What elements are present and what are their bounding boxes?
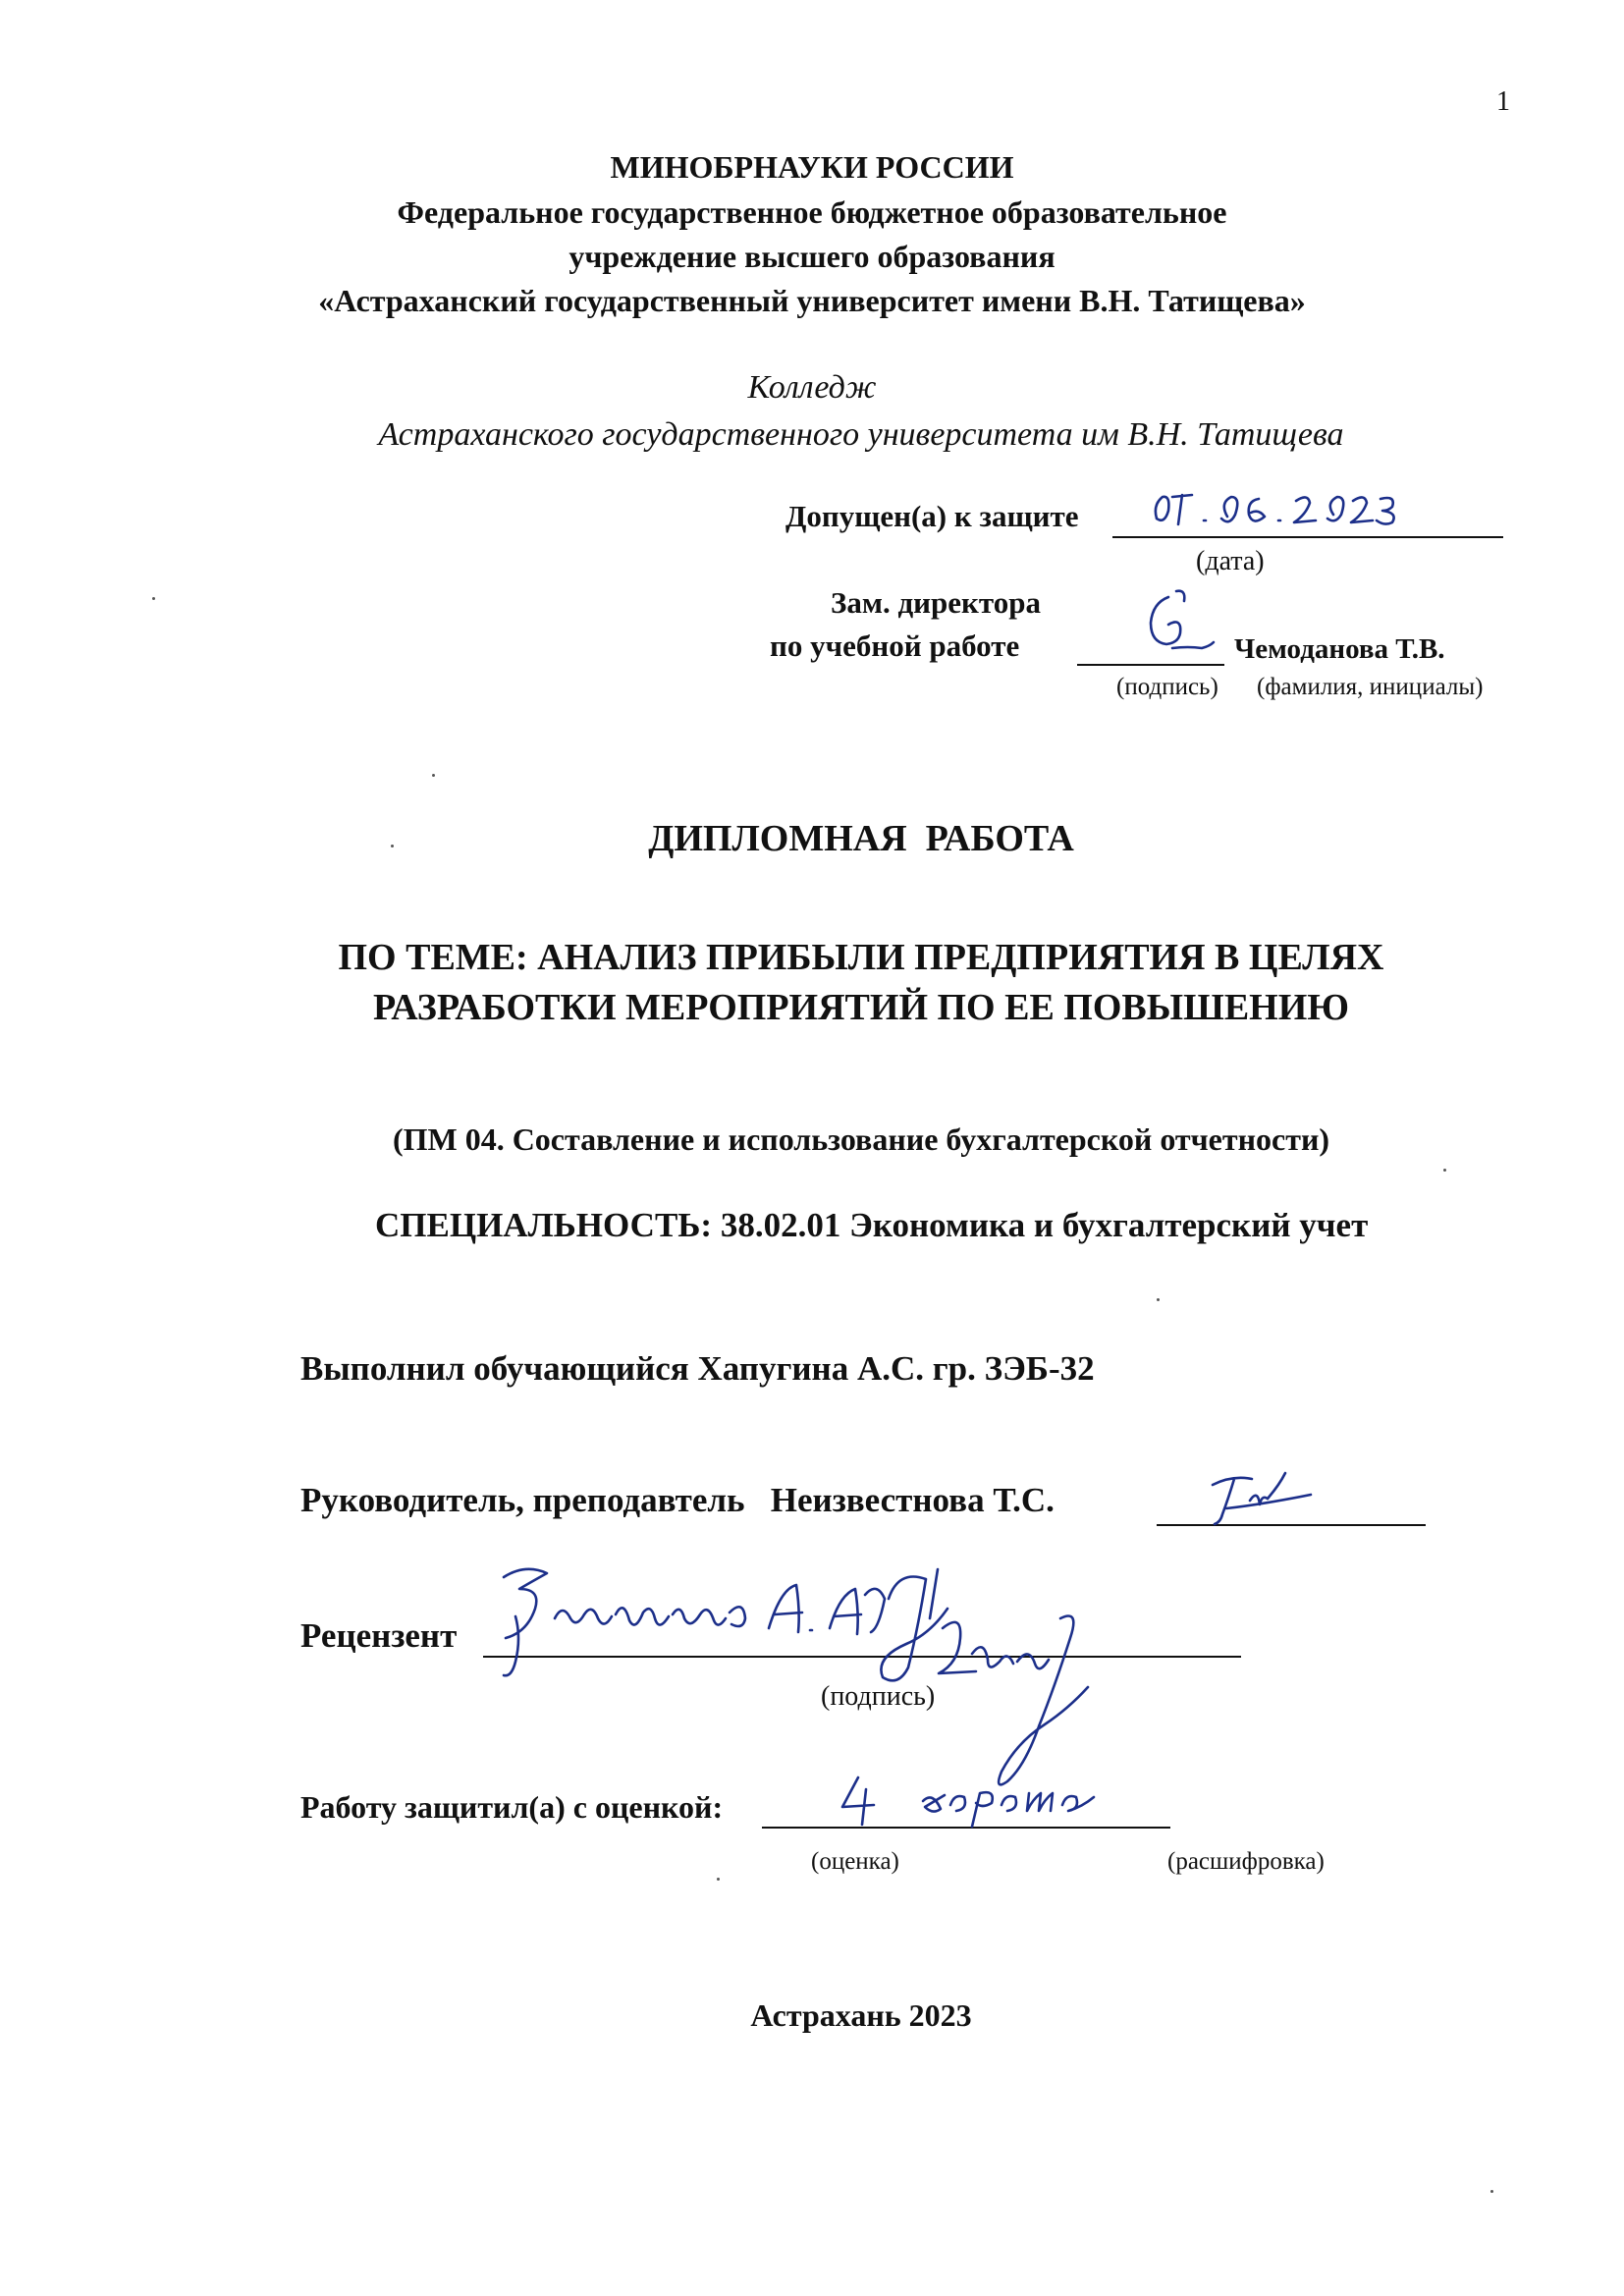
admission-date-caption: (дата): [1196, 546, 1265, 576]
reviewer-label: Рецензент: [300, 1616, 458, 1655]
scan-speck: [717, 1878, 720, 1881]
topic-line-2: РАЗРАБОТКИ МЕРОПРИЯТИЙ ПО ЕЕ ПОВЫШЕНИЮ: [372, 987, 1350, 1028]
specialty: СПЕЦИАЛЬНОСТЬ: 38.02.01 Экономика и бухгалтерский учет: [375, 1206, 1369, 1244]
deputy-name: Чемоданова Т.В.: [1234, 633, 1445, 665]
institution-line-2: учреждение высшего образования: [568, 239, 1056, 274]
scan-speck: [1443, 1169, 1446, 1172]
institution-line-3: «Астраханский государственный университет имени В.Н. Татищева»: [318, 283, 1306, 318]
admission-label: Допущен(а) к защите: [785, 499, 1079, 533]
page-number: 1: [1496, 86, 1510, 117]
scan-speck: [152, 597, 155, 600]
reviewer-name-handwriting: [486, 1559, 957, 1697]
grade-caption: (оценка): [811, 1848, 899, 1875]
scan-speck: [432, 774, 435, 777]
grade-text-caption: (расшифровка): [1167, 1848, 1325, 1875]
grade-handwriting: [835, 1772, 1129, 1831]
deputy-name-caption: (фамилия, инициалы): [1257, 674, 1484, 700]
scan-speck: [1490, 2190, 1493, 2193]
college-line-2: Астраханского государственного университета им В.Н. Татищева: [378, 416, 1344, 453]
deputy-signature-caption: (подпись): [1116, 674, 1218, 700]
institution-line-1: Федеральное государственное бюджетное образовательное: [397, 194, 1227, 230]
college-line-1: Колледж: [747, 369, 877, 406]
reviewer-signature: [923, 1599, 1100, 1795]
student-info: Выполнил обучающийся Хапугина А.С. гр. ЗЭБ-32: [300, 1349, 1095, 1388]
admission-date-handwriting: [1149, 487, 1424, 536]
supervisor-info: Руководитель, преподавтель Неизвестнова Т.С.: [300, 1481, 1055, 1519]
ministry-name: МИНОБРНАУКИ РОССИИ: [610, 149, 1014, 185]
grade-label: Работу защитил(а) с оценкой:: [300, 1789, 724, 1825]
topic-line-1: ПО ТЕМЕ: АНАЛИЗ ПРИБЫЛИ ПРЕДПРИЯТИЯ В ЦЕЛЯХ: [338, 937, 1384, 978]
scan-speck: [1157, 1298, 1160, 1301]
work-type-title: ДИПЛОМНАЯ РАБОТА: [648, 818, 1074, 859]
reviewer-signature-caption: (подпись): [821, 1681, 936, 1712]
professional-module: (ПМ 04. Составление и использование бухгалтерской отчетности): [392, 1121, 1330, 1157]
scan-speck: [391, 845, 394, 847]
admission-date-line: [1112, 536, 1503, 538]
deputy-label-line-1: Зам. директора: [831, 585, 1041, 620]
supervisor-signature: [1203, 1465, 1330, 1534]
deputy-signature: [1139, 587, 1218, 666]
deputy-label-line-2: по учебной работе: [770, 629, 1020, 663]
city-year: Астрахань 2023: [750, 1997, 972, 2033]
